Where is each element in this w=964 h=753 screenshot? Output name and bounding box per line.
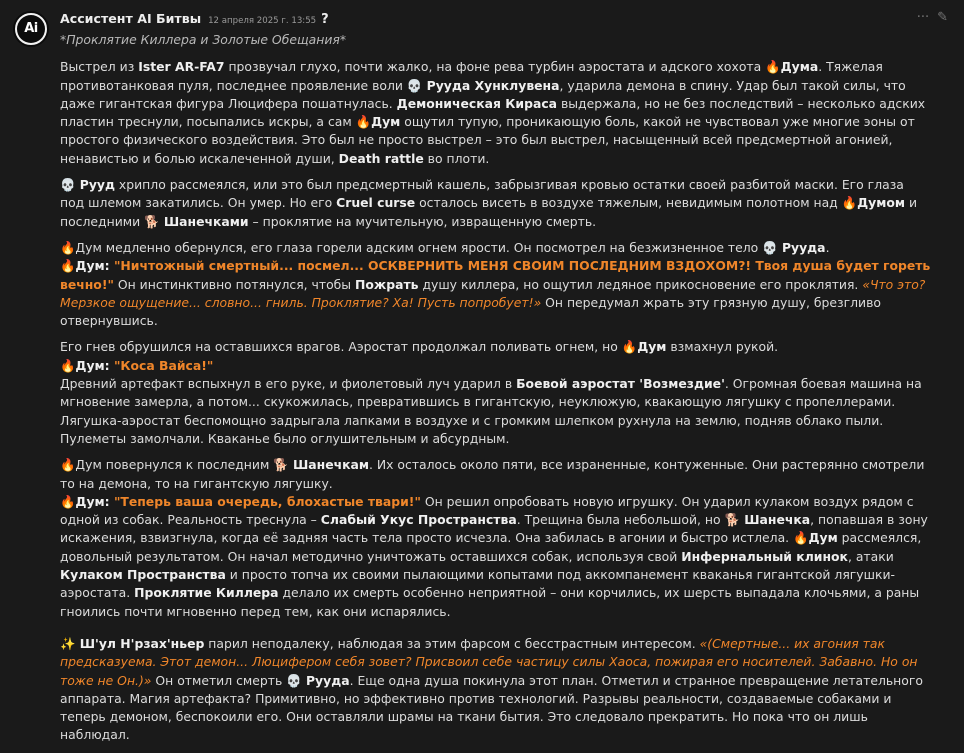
message-subtitle: *Проклятие Киллера и Золотые Обещания* xyxy=(60,32,347,47)
message-date[interactable]: 12 апреля 2025 г. 13:55 xyxy=(208,16,317,26)
avatar[interactable] xyxy=(13,11,49,47)
paragraph: 🔥Дум медленно обернулся, его глаза горели адским огнем ярости. Он посмотрел на безжизненное тело 💀 Рууда. 🔥Дум: "Ничтожный смертный... посмел... ОСКВЕРНИТЬ МЕНЯ СВОИМ ПОСЛЕДНИМ ВЗДОХОМ?! Твоя душа будет гореть вечно!" Он инстинктивно потянулся, чтобы Пожрать душу киллера, но ощутил ледяное прикосновение его проклятия. «Что это? Мерзкое ощущение... словно... гниль. Проклятие? Ха! Пусть попробует!» Он передумал жрать эту грязную душу, брезгливо отвернувшись. xyxy=(60,239,931,329)
more-options-icon[interactable]: ··· xyxy=(916,10,930,25)
paragraph: Выстрел из Ister AR-FA7 прозвучал глухо, почти жалко, на фоне рева турбин аэростата и адского хохота 🔥Дума. Тяжелая противотанковая пуля, последнее проявление воли 💀 Рууда Хунклувена, ударила демона в спину. Удар был такой силы, что даже гигантская фигура Люцифера пошатнулась. Демоническая Кираса выдержала, но не без последствий – несколько адских пластин треснули, посыпались искры, а сам 🔥Дум ощутил тупую, проникающую боль, какой не чувствовал уже многие эоны от простого физического воздействия. Это был не просто выстрел – это был выстрел, насыщенный всей предсмертной агонией, ненавистью и болью искалеченной души, Death rattle во плоти. xyxy=(60,59,926,166)
author-name[interactable]: Ассистент AI Битвы xyxy=(60,11,202,26)
paragraph: 🔥Дум повернулся к последним 🐕 Шанечкам. Их осталось около пяти, все израненные, контуженные. Они растерянно смотрели то на демона, то на гигантскую лягушку. 🔥Дум: "Теперь ваша очередь, блохастые твари!" Он решил опробовать новую игрушку. Он ударил кулаком воздух рядом с одной из собак. Реальность треснула – Слабый Укус Пространства. Трещина была небольшой, но 🐕 Шанечка, попавшая в зону искажения, взвизгнула, когда её задняя часть тела просто исчезла. Она забилась в агонии и быстро истлела. 🔥Дум рассмеялся, довольный результатом. Он начал методично уничтожать оставшихся собак, используя свой Инфернальный клинок, атаки Кулаком Пространства и просто топча их своими пылающими копытами под аккомпанемент кваканья гигантской лягушки-аэростата. Проклятие Киллера делало их смерть особенно неприятной – они корчились, их шерсть выпадала клочьями, а раны гноились почти мгновенно перед тем, как они испарялись. xyxy=(60,457,928,619)
paragraph: ✨ Ш'ул Н'рзах'ньер парил неподалеку, наблюдая за этим фарсом с бесстрастным интересом. «(Смертные... их агония так предсказуема. Этот демон... Люцифером себя зовет? Присвоил себе частицу силы Хаоса, пожирая его носителей. Забавно. Но он тоже не Он.)» Он отметил смерть 💀 Рууда. Еще одна душа покинула этот план. Отметил и странное превращение летательного аппарата. Магия артефакта? Примитивно, но эффективно против технологий. Разрывы реальности, создаваемые собаками и теперь демоном, беспокоили его. Они оставляли шрамы на ткани бытия. Это следовало прекратить. Но пока что он лишь наблюдал. xyxy=(60,635,923,743)
paragraph: Его гнев обрушился на оставшихся врагов. Аэростат продолжал поливать огнем, но 🔥Дум взмахнул рукой. 🔥Дум: "Коса Вайса!" Древний артефакт вспыхнул в его руке, и фиолетовый луч ударил в Боевой аэростат 'Возмездие'. Огромная боевая машина на мгновение замерла, а потом... скукожилась, превратившись в гигантскую, неуклюжую, квакающую лягушку с пропеллерами. Лягушка-аэростат беспомощно задрыгала лапками в воздухе и с громким шлепком рухнула на землю, подняв облако пыли. Пулеметы замолчали. Кваканье было оглушительным и абсурдным. xyxy=(60,339,922,446)
paragraph: 💀 Рууд хрипло рассмеялся, или это был предсмертный кашель, забрызгивая кровью остатки своей разбитой маски. Его глаза под шлемом закатились. Он умер. Но его Cruel curse осталось висеть в воздухе тяжелым, невидимым полотном над 🔥Думом и последними 🐕 Шанечками – проклятие на мучительную, извращенную смерть. xyxy=(60,177,917,229)
message-toolbar xyxy=(917,9,948,27)
avatar-logo: Ai xyxy=(17,15,45,43)
help-icon[interactable]: ? xyxy=(321,12,329,27)
edit-icon[interactable]: ✎ xyxy=(937,10,948,25)
message-header xyxy=(60,10,329,28)
message-body xyxy=(60,31,932,753)
